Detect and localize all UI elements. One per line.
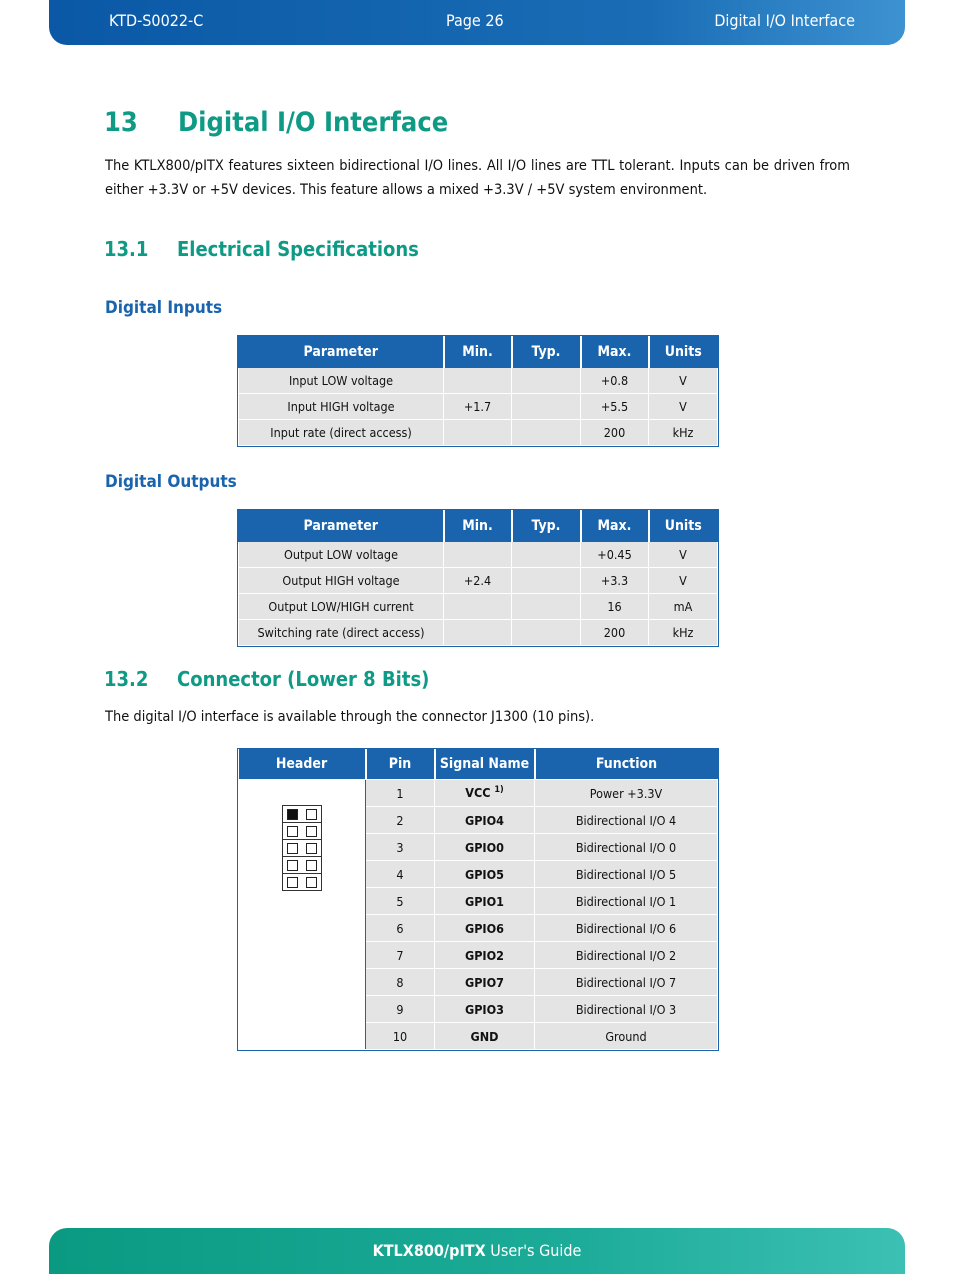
- footer-guide: User's Guide: [485, 1241, 582, 1260]
- signal-name: GPIO7: [435, 969, 535, 996]
- chapter-title: Digital I/O Interface: [178, 107, 449, 138]
- pin-marker: [287, 860, 298, 871]
- table-header-row: [239, 749, 718, 780]
- pin-function: Power +3.3V: [535, 780, 718, 807]
- table-cell: [444, 594, 512, 620]
- col-header: Typ.: [512, 337, 581, 368]
- signal-name: GPIO0: [435, 834, 535, 861]
- table-cell: [512, 420, 581, 446]
- table-row: [239, 568, 718, 594]
- footer-product: KTLX800/pITX: [372, 1241, 486, 1260]
- pin-marker: [287, 843, 298, 854]
- signal-text: VCC: [465, 785, 491, 801]
- col-header: Parameter: [239, 337, 444, 368]
- table-cell: 200: [581, 420, 649, 446]
- header-section-title: Digital I/O Interface: [714, 11, 855, 30]
- table-row: [239, 780, 718, 807]
- pin-function: Ground: [535, 1023, 718, 1050]
- table-cell: +0.45: [581, 542, 649, 568]
- chapter-intro: The KTLX800/pITX features sixteen bidirectional I/O lines. All I/O lines are TTL tolerant. Inputs can be driven from either +3.3V or +5V devices. This feature allows a mixed +3.3V / +5V system environment.: [105, 158, 850, 198]
- page-number: Page 26: [446, 11, 504, 30]
- table-cell: [512, 368, 581, 394]
- pin-marker: [287, 877, 298, 888]
- section-title: Connector (Lower 8 Bits): [177, 667, 430, 691]
- table-cell: +5.5: [581, 394, 649, 420]
- pin-function: Bidirectional I/O 6: [535, 915, 718, 942]
- pin-function: Bidirectional I/O 1: [535, 888, 718, 915]
- table-cell: Output LOW voltage: [239, 542, 444, 568]
- pin-number: 10: [366, 1023, 435, 1050]
- pin-function: Bidirectional I/O 0: [535, 834, 718, 861]
- table-cell: V: [649, 568, 718, 594]
- section-title: Electrical Specifications: [177, 237, 419, 261]
- page-footer: [49, 1228, 905, 1274]
- table-row: [239, 394, 718, 420]
- table-cell: V: [649, 542, 718, 568]
- col-header: Header: [239, 749, 366, 780]
- page-header: [49, 0, 905, 45]
- col-header: Function: [535, 749, 718, 780]
- signal-name: GPIO1: [435, 888, 535, 915]
- section-number: 13.1: [104, 237, 149, 261]
- signal-name: GND: [435, 1023, 535, 1050]
- table-cell: V: [649, 394, 718, 420]
- signal-name: GPIO6: [435, 915, 535, 942]
- table-row: [239, 594, 718, 620]
- pin-number: 8: [366, 969, 435, 996]
- signal-name: [435, 780, 535, 807]
- col-header: Max.: [581, 511, 649, 542]
- pin-function: Bidirectional I/O 3: [535, 996, 718, 1023]
- pin-number: 4: [366, 861, 435, 888]
- pin-row: [282, 839, 322, 856]
- table-header-row: [239, 337, 718, 368]
- pin-marker: [287, 826, 298, 837]
- pin-function: Bidirectional I/O 5: [535, 861, 718, 888]
- chapter-heading: [104, 107, 448, 138]
- table-cell: [512, 594, 581, 620]
- table-cell: [512, 568, 581, 594]
- table-cell: V: [649, 368, 718, 394]
- pin-function: Bidirectional I/O 2: [535, 942, 718, 969]
- table-row: [239, 420, 718, 446]
- pin-number: 6: [366, 915, 435, 942]
- pin-marker: [306, 826, 317, 837]
- table-cell: Output LOW/HIGH current: [239, 594, 444, 620]
- table-cell: [512, 394, 581, 420]
- table-cell: Input LOW voltage: [239, 368, 444, 394]
- col-header: Max.: [581, 337, 649, 368]
- connector-intro: The digital I/O interface is available through the connector J1300 (10 pins).: [105, 709, 595, 725]
- footnote-mark: 1): [494, 785, 504, 796]
- table-cell: [512, 620, 581, 646]
- table-cell: Switching rate (direct access): [239, 620, 444, 646]
- doc-id: KTD-S0022-C: [109, 11, 204, 30]
- table-cell: Input rate (direct access): [239, 420, 444, 446]
- table-cell: kHz: [649, 420, 718, 446]
- pin-marker: [306, 877, 317, 888]
- section-heading-electrical: [104, 237, 419, 261]
- pin-number: 9: [366, 996, 435, 1023]
- pin-1-marker: [287, 809, 298, 820]
- pin-number: 3: [366, 834, 435, 861]
- table-cell: Output HIGH voltage: [239, 568, 444, 594]
- digital-outputs-table: [238, 510, 718, 646]
- table-cell: mA: [649, 594, 718, 620]
- col-header: Parameter: [239, 511, 444, 542]
- table-cell: +3.3: [581, 568, 649, 594]
- digital-inputs-table: [238, 336, 718, 446]
- col-header: Min.: [444, 511, 512, 542]
- table-cell: 16: [581, 594, 649, 620]
- pin-number: 7: [366, 942, 435, 969]
- col-header: Signal Name: [435, 749, 535, 780]
- col-header: Units: [649, 337, 718, 368]
- table-cell: +1.7: [444, 394, 512, 420]
- pin-number: 1: [366, 780, 435, 807]
- table-cell: [444, 620, 512, 646]
- header-diagram-cell: [239, 780, 366, 1050]
- pin-header-diagram: [282, 805, 322, 891]
- table-cell: [444, 420, 512, 446]
- table-cell: +2.4: [444, 568, 512, 594]
- signal-name: GPIO3: [435, 996, 535, 1023]
- pin-marker: [306, 809, 317, 820]
- col-header: Typ.: [512, 511, 581, 542]
- section-heading-connector: [104, 667, 429, 691]
- signal-name: GPIO2: [435, 942, 535, 969]
- signal-name: GPIO4: [435, 807, 535, 834]
- col-header: Pin: [366, 749, 435, 780]
- table-cell: [444, 542, 512, 568]
- pin-row: [282, 873, 322, 891]
- chapter-number: 13: [104, 107, 138, 138]
- pin-marker: [306, 860, 317, 871]
- signal-name: GPIO5: [435, 861, 535, 888]
- col-header: Units: [649, 511, 718, 542]
- pin-marker: [306, 843, 317, 854]
- table-cell: kHz: [649, 620, 718, 646]
- table-header-row: [239, 511, 718, 542]
- section-number: 13.2: [104, 667, 149, 691]
- table-row: [239, 542, 718, 568]
- pin-row: [282, 856, 322, 873]
- table-row: [239, 620, 718, 646]
- col-header: Min.: [444, 337, 512, 368]
- pin-function: Bidirectional I/O 4: [535, 807, 718, 834]
- pin-row: [282, 822, 322, 839]
- table-cell: +0.8: [581, 368, 649, 394]
- table-cell: Input HIGH voltage: [239, 394, 444, 420]
- table-row: [239, 368, 718, 394]
- pin-number: 5: [366, 888, 435, 915]
- digital-outputs-heading: Digital Outputs: [105, 472, 237, 492]
- table-cell: 200: [581, 620, 649, 646]
- pin-row: [282, 805, 322, 822]
- table-cell: [512, 542, 581, 568]
- pin-function: Bidirectional I/O 7: [535, 969, 718, 996]
- connector-pinout-table: [238, 749, 718, 1050]
- table-cell: [444, 368, 512, 394]
- digital-inputs-heading: Digital Inputs: [105, 298, 223, 318]
- pin-number: 2: [366, 807, 435, 834]
